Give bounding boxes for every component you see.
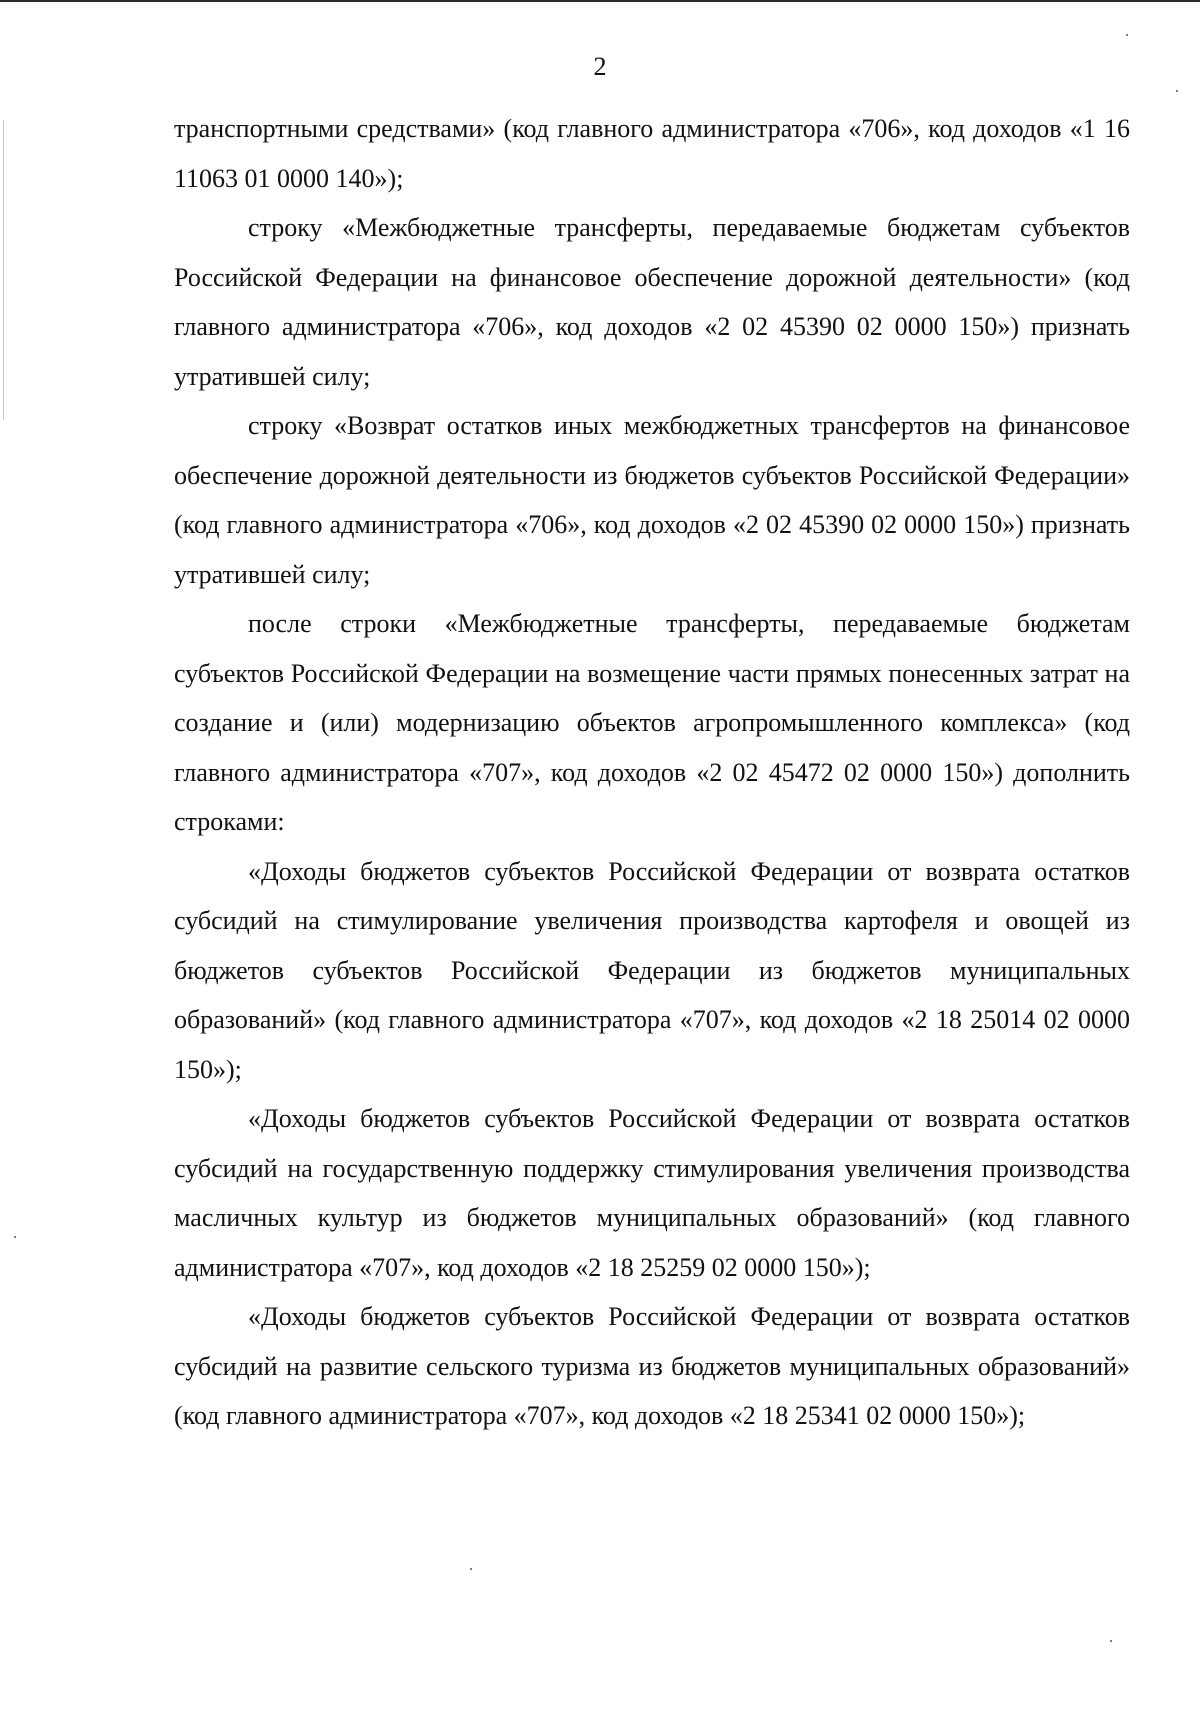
paragraph-5: «Доходы бюджетов субъектов Российской Федерации от возврата остатков субсидий на стимулирование увеличения производства картофеля и овощей из бюджетов субъектов Российской Федерации из бюджетов муниципальных образований» (код главного администратора «707», код доходов «2 18 25014 02 0000 150»); bbox=[174, 856, 1130, 1084]
scan-speck bbox=[470, 1568, 472, 1570]
scan-speck bbox=[14, 1236, 16, 1238]
paragraph-2: строку «Межбюджетные трансферты, передаваемые бюджетам субъектов Российской Федерации на финансовое обеспечение дорожной деятельности» (код главного администратора «706», код доходов «2 02 45390 02 0000 150») признать утратившей силу; bbox=[174, 213, 1130, 391]
paragraph-6: «Доходы бюджетов субъектов Российской Федерации от возврата остатков субсидий на государственную поддержку стимулирования увеличения производства масличных культур из бюджетов муниципальных образований» (код главного администратора «707», код доходов «2 18 25259 02 0000 150»); bbox=[174, 1104, 1130, 1282]
paragraph-7: «Доходы бюджетов субъектов Российской Федерации от возврата остатков субсидий на развитие сельского туризма из бюджетов муниципальных образований» (код главного администратора «707», код доходов «2 18 25341 02 0000 150»); bbox=[174, 1302, 1130, 1430]
scan-left-edge bbox=[3, 120, 4, 420]
scan-speck bbox=[1126, 34, 1128, 36]
document-body bbox=[174, 104, 1130, 1441]
scan-speck bbox=[1176, 90, 1178, 92]
paragraph-4: после строки «Межбюджетные трансферты, передаваемые бюджетам субъектов Российской Федерации на возмещение части прямых понесенных затрат на создание и (или) модернизацию объектов агропромышленного комплекса» (код главного администратора «707», код доходов «2 02 45472 02 0000 150») дополнить строками: bbox=[174, 609, 1130, 836]
paragraph-1: транспортными средствами» (код главного администратора «706», код доходов «1 16 11063 01 0000 140»); bbox=[174, 114, 1130, 193]
scan-top-edge bbox=[0, 0, 1200, 2]
paragraph-3: строку «Возврат остатков иных межбюджетных трансфертов на финансовое обеспечение дорожной деятельности из бюджетов субъектов Российской Федерации» (код главного администратора «706», код доходов «2 02 45390 02 0000 150») признать утратившей силу; bbox=[174, 411, 1130, 589]
scan-speck bbox=[1110, 1640, 1112, 1642]
page-number: 2 bbox=[593, 52, 607, 81]
